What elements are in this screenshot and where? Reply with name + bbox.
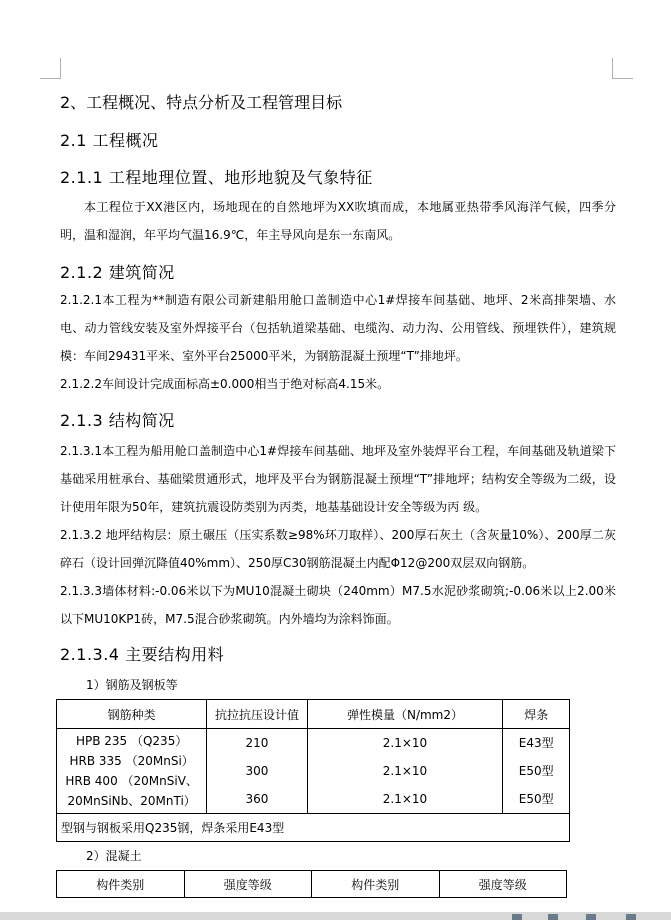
strength-value: 360 (245, 792, 269, 806)
table-note: 型钢与钢板采用Q235钢，焊条采用E43型 (57, 814, 570, 842)
paragraph-location: 本工程位于XX港区内，场地现在的自然地坪为XX吹填而成，本地属亚热带季风海洋气候，四季分明，温和湿润，年平均气温16.9℃，年主导风向是东一东南风。 (60, 200, 616, 242)
table-cell-moduli (307, 729, 503, 814)
table-header-cell: 构件类别 (57, 871, 185, 898)
paragraph-struct-3: 2.1.3.3墙体材料:-0.06米以下为MU10混凝土砌块（240mm）M7.5水泥砂浆砌筑;-0.06米以上2.00米以下MU10KP1砖，M7.5混合砂浆砌筑。内外墙均为涂料饰面。 (60, 584, 616, 626)
subsection-heading: 2.1 工程概况 (60, 131, 159, 150)
steel-type: HRB 335 （20MnSi） (69, 754, 194, 768)
paragraph-struct-2: 2.1.3.2 地坪结构层：原土碾压（压实系数≥98%环刀取样）、200厚石灰土（含灰量10%）、200厚二灰碎石（设计回弹沉降值40%mm）、250厚C30钢筋混凝土内配Φ12@200双层双向钢筋。 (60, 528, 616, 570)
table-header-row (57, 871, 567, 898)
section-heading: 2、工程概况、特点分析及工程管理目标 (60, 93, 343, 112)
table-header-cell: 焊条 (503, 700, 570, 729)
steel-type: 20MnSiNb、20MnTi） (67, 794, 196, 808)
heading-location: 2.1.1 工程地理位置、地形地貌及气象特征 (60, 168, 373, 187)
steel-type: HRB 400 （20MnSiV、 (65, 774, 198, 788)
heading-architecture: 2.1.2 建筑简况 (60, 263, 175, 282)
strength-value: 210 (245, 736, 269, 750)
table-header-cell: 钢筋种类 (57, 700, 207, 729)
table-header-cell: 构件类别 (312, 871, 440, 898)
heading-structure: 2.1.3 结构简况 (60, 411, 175, 430)
paragraph-struct-1: 2.1.3.1本工程为船用舱口盖制造中心1#焊接车间基础、地坪及室外装焊平台工程，车间基础及轨道梁下基础采用桩承台、基础梁贯通形式，地坪及平台为钢筋混凝土预埋“T”排地坪；结构安全等级为二级，设计使用年限为50年，建筑抗震设防类别为丙类，地基基础设计安全等级为丙 级。 (60, 444, 616, 514)
table-row (57, 729, 570, 814)
table-cell-rods (503, 729, 570, 814)
sub-item-concrete: 2）混凝土 (86, 849, 142, 863)
taskbar-icon[interactable] (586, 914, 596, 920)
steel-table (56, 699, 570, 842)
table-header-cell: 弹性模量（N/mm2） (307, 700, 503, 729)
table-header-row (57, 700, 570, 729)
table-header-cell: 强度等级 (439, 871, 567, 898)
paragraph-arch-1: 2.1.2.1本工程为**制造有限公司新建船用舱口盖制造中心1#焊接车间基础、地坪、2米高排架墙、水电、动力管线安装及室外焊接平台（包括轨道梁基础、电缆沟、动力沟、公用管线、预埋铁件），建筑规模：车间29431平米、室外平台25000平米，为钢筋混凝土预埋“T”排地坪。 (60, 293, 616, 363)
table-note-row (57, 814, 570, 842)
taskbar (0, 912, 671, 920)
table-cell-types (57, 729, 207, 814)
modulus-value: 2.1×10 (382, 736, 428, 750)
paragraph-arch-2: 2.1.2.2车间设计完成面标高±0.000相当于绝对标高4.15米。 (60, 377, 390, 391)
table-cell-strengths (207, 729, 307, 814)
rod-value: E50型 (518, 792, 554, 806)
rod-value: E50型 (518, 764, 554, 778)
strength-value: 300 (245, 764, 269, 778)
modulus-value: 2.1×10 (382, 792, 428, 806)
steel-type: HPB 235 （Q235） (75, 734, 188, 748)
taskbar-icon[interactable] (512, 914, 522, 920)
taskbar-icon[interactable] (626, 914, 636, 920)
crop-mark-top-left (40, 58, 61, 79)
heading-materials: 2.1.3.4 主要结构用料 (60, 645, 225, 664)
taskbar-icon[interactable] (548, 914, 558, 920)
crop-mark-top-right (612, 58, 633, 79)
concrete-table (56, 870, 567, 898)
rod-value: E43型 (518, 736, 554, 750)
table-header-cell: 强度等级 (184, 871, 312, 898)
modulus-value: 2.1×10 (382, 764, 428, 778)
table-header-cell: 抗拉抗压设计值 (207, 700, 307, 729)
sub-item-steel: 1）钢筋及钢板等 (86, 678, 178, 692)
